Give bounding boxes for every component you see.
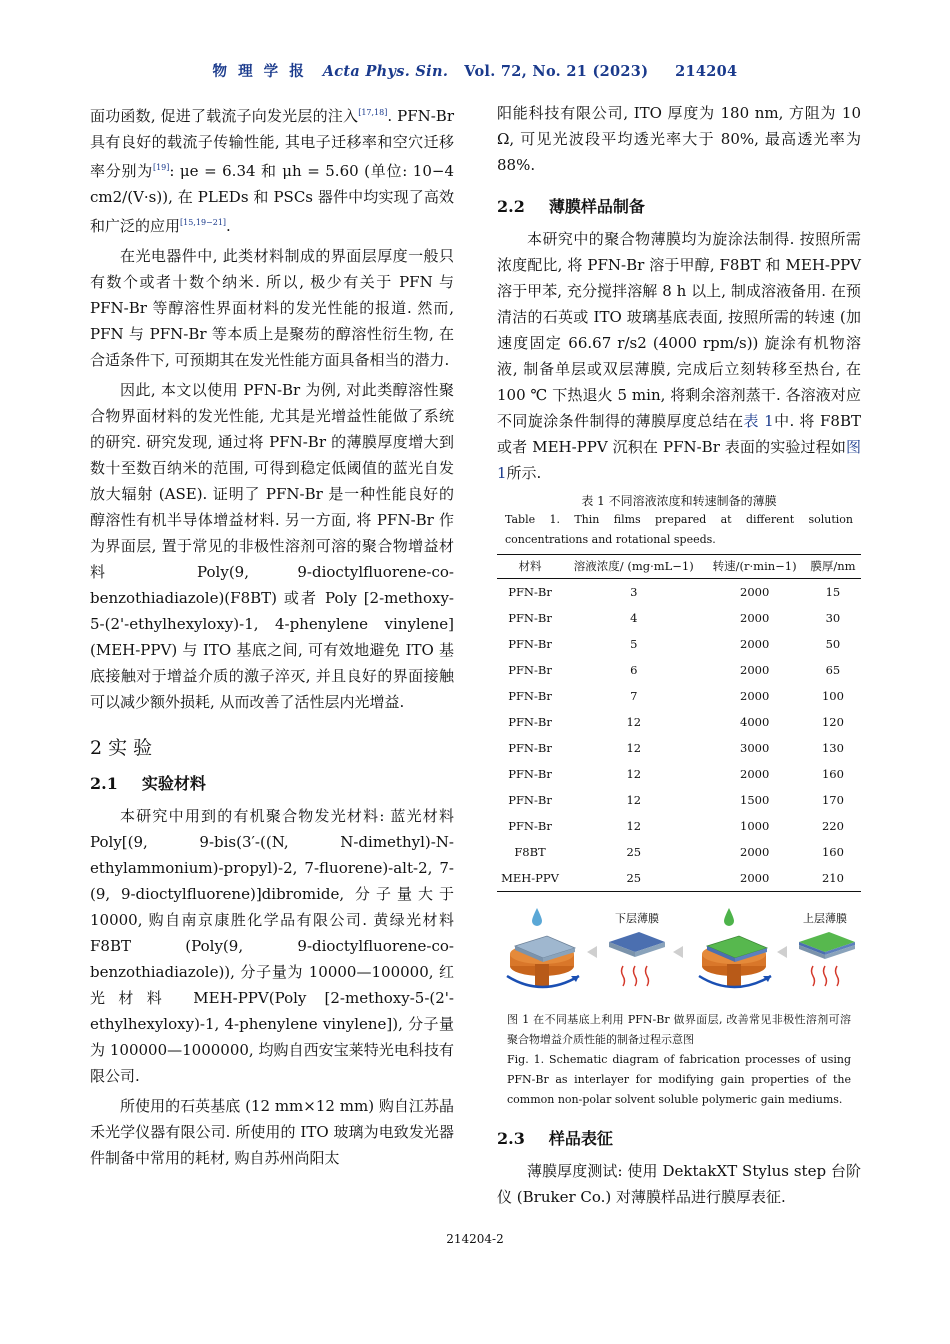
table-cell: 160	[821, 767, 844, 781]
article-number: 214204	[675, 63, 738, 80]
table-row	[497, 813, 861, 839]
spin-coater-icon	[702, 936, 767, 986]
section-heading: 2 实 验	[90, 737, 153, 759]
table-cell: PFN-Br	[508, 767, 552, 781]
table-cell: 6	[630, 663, 638, 677]
table-cell: PFN-Br	[508, 585, 552, 599]
table-cell: 7	[630, 689, 638, 703]
table-cell: PFN-Br	[508, 793, 552, 807]
column-header: 溶液浓度/ (mg·mL−1)	[563, 555, 704, 579]
column-header: 材料	[497, 555, 563, 579]
table-cell: 130	[821, 741, 844, 755]
table-row	[497, 865, 861, 892]
right-column	[497, 100, 861, 1210]
subsection-heading: 2.1 实验材料	[90, 774, 206, 793]
table-cell: 1500	[740, 793, 770, 807]
table-cell: 160	[821, 845, 844, 859]
process-arrow	[777, 946, 787, 958]
table-cell: 2000	[704, 865, 804, 892]
table-cell: PFN-Br	[508, 663, 552, 677]
paragraph: 本研究中用到的有机聚合物发光材料: 蓝光材料 Poly[(9, 9-bis(3′-((N, N-dimethyl)-N-ethylammonium)-propyl)-2, 7-fluorene)-alt-2, 7-(9, 9-dioctylfluorene)]dibromide, 分子量大于 10000, 购自南京康胜化学品有限公司. 黄绿光材料 F8BT (Poly(9, 9-dioctylfluorene-co-benzothiadiazole)), 分子量为 10000—100000, 红光材料 MEH-PPV(Poly [2-methoxy-5-(2'-ethylhexyloxy)-1, 4-phenylene vinylene]), 分子量为 100000—1000000, 均购自西安宝莱特光电科技有限公司.	[90, 807, 454, 1085]
table-cell: 100	[821, 689, 844, 703]
table-cell: 3000	[740, 741, 770, 755]
journal-name-cn: 物 理 学 报	[212, 63, 307, 80]
table-cell: 50	[825, 637, 841, 651]
table-row	[497, 839, 861, 865]
table-cell: PFN-Br	[508, 689, 552, 703]
table-cell: 3	[630, 585, 638, 599]
table-row	[497, 761, 861, 787]
table-cell: PFN-Br	[508, 715, 552, 729]
table-row	[497, 657, 861, 683]
table-cell: 4000	[740, 715, 770, 729]
paragraph: 薄膜厚度测试: 使用 DektakXT Stylus step 台阶仪 (Bruker Co.) 对薄膜样品进行膜厚表征.	[497, 1162, 861, 1206]
subsection-heading: 2.2 薄膜样品制备	[497, 197, 645, 216]
table-cell: 4	[630, 611, 638, 625]
table-cell: 2000	[740, 585, 770, 599]
left-column	[90, 100, 454, 1171]
table-cell: PFN-Br	[508, 819, 552, 833]
table-cell: 12	[626, 767, 642, 781]
paragraph: 所使用的石英基底 (12 mm×12 mm) 购自江苏晶禾光学仪器有限公司. 所使用的 ITO 玻璃为电致发光器件制备中常用的耗材, 购自苏州尚阳太	[90, 1097, 454, 1167]
table-cell: 2000	[740, 637, 770, 651]
table-row	[497, 579, 861, 606]
upper-film-sample	[799, 932, 855, 959]
table-cell: 1000	[740, 819, 770, 833]
figure-caption-cn: 图 1 在不同基底上利用 PFN-Br 做界面层, 改善常见非极性溶剂可溶聚合物增益介质性能的制备过程示意图	[507, 1013, 851, 1046]
table-cell: 25	[626, 845, 642, 859]
table-row	[497, 709, 861, 735]
table-cell: 25	[563, 865, 704, 892]
table-cell: 12	[626, 715, 642, 729]
lower-film-label: 下层薄膜	[615, 912, 659, 925]
table-cell: 12	[626, 819, 642, 833]
journal-name-en: Acta Phys. Sin.	[322, 63, 449, 80]
volume-info: Vol. 72, No. 21 (2023)	[464, 63, 649, 80]
heat-icon	[812, 966, 839, 986]
paragraph: 在光电器件中, 此类材料制成的界面层厚度一般只有数个或者十数个纳米. 所以, 极少有关于 PFN 与 PFN-Br 等醇溶性界面材料的发光性能的报道. 然而, PFN 与 PFN-Br 等本质上是聚芴的醇溶性衍生物, 在合适条件下, 可预期其在发光性能方面具备相当的潜力.	[90, 247, 454, 369]
table-cell: 12	[626, 741, 642, 755]
page-number: 214204-2	[446, 1232, 504, 1246]
table-row	[497, 787, 861, 813]
table-row	[497, 631, 861, 657]
citation-link[interactable]: [19]	[152, 163, 170, 172]
table-row	[497, 683, 861, 709]
figure-caption-en: Fig. 1. Schematic diagram of fabrication processes of using PFN-Br as interlayer for modifying gain properties of the common non-polar solvent soluble polymeric gain mediums.	[507, 1053, 851, 1106]
droplet-icon	[724, 908, 734, 926]
table-caption-en: Table 1. Thin films prepared at different solution concentrations and rotational speeds.	[505, 513, 853, 546]
process-arrow	[673, 946, 683, 958]
table-cell: MEH-PPV	[497, 865, 563, 892]
figure-link[interactable]: 图 1	[497, 438, 861, 482]
table-cell: 2000	[740, 845, 770, 859]
table-cell: F8BT	[514, 845, 546, 859]
running-header	[0, 60, 950, 81]
table-cell: 170	[821, 793, 844, 807]
paragraph: 本研究中的聚合物薄膜均为旋涂法制得. 按照所需浓度配比, 将 PFN-Br 溶于甲醇, F8BT 和 MEH-PPV 溶于甲苯, 充分搅拌溶解 8 h 以上, 制成溶液备用. 在预清洁的石英或 ITO 玻璃基底表面, 按照所需的转速 (加速度固定 66.67 r/s2 (4000 rpm/s)) 旋涂有机物溶液, 制备单层或双层薄膜, 完成后立刻转移至热台, 在 100 ℃ 下热退火 5 min, 将剩余溶剂蒸干. 各溶液对应不同旋涂条件制得的薄膜厚度总结在表 1中. 将 F8BT 或者 MEH-PPV 沉积在 PFN-Br 表面的实验过程如图 1所示.	[497, 230, 861, 482]
table-cell: 5	[630, 637, 638, 651]
table-cell: 12	[626, 793, 642, 807]
citation-link[interactable]: [15,19−21]	[180, 218, 227, 227]
table-cell: PFN-Br	[508, 611, 552, 625]
paragraph: 因此, 本文以使用 PFN-Br 为例, 对此类醇溶性聚合物界面材料的发光性能, 尤其是光增益性能做了系统的研究. 研究发现, 通过将 PFN-Br 的薄膜厚度增大到数十至数百纳米的范围, 可得到稳定低阈值的蓝光自发放大辐射 (ASE). 证明了 PFN-Br 是一种性能良好的醇溶性有机半导体增益材料. 另一方面, 将 PFN-Br 作为界面层, 置于常见的非极性溶剂可溶的聚合物增益材料 Poly(9, 9-dioctylfluorene-co-benzothiadiazole)(F8BT) 或者 Poly [2-methoxy-5-(2'-ethylhexyloxy)-1, 4-phenylene vinylene](MEH-PPV) 与 ITO 基底之间, 可有效地避免 ITO 基底接触对于增益介质的激子淬灭, 并且良好的界面接触可以减少额外损耗, 从而改善了活性层内光增益.	[90, 381, 454, 711]
heat-icon	[622, 966, 649, 986]
droplet-icon	[532, 908, 542, 926]
upper-film-label: 上层薄膜	[803, 912, 847, 925]
fabrication-schematic	[497, 906, 861, 998]
table-row	[497, 735, 861, 761]
subsection-heading: 2.3 样品表征	[497, 1129, 613, 1148]
column-header: 转速/(r·min−1)	[704, 555, 804, 579]
table-cell: 2000	[740, 611, 770, 625]
table-cell: PFN-Br	[508, 637, 552, 651]
table-row	[497, 605, 861, 631]
table-cell: 15	[825, 585, 841, 599]
figure-1	[497, 906, 861, 998]
table-link[interactable]: 表 1	[743, 412, 774, 430]
table-caption-cn: 表 1 不同溶液浓度和转速制备的薄膜	[581, 494, 777, 508]
paragraph: 阳能科技有限公司, ITO 厚度为 180 nm, 方阻为 10 Ω, 可见光波段平均透光率大于 80%, 最高透光率为 88%.	[497, 104, 861, 174]
data-table	[497, 554, 861, 892]
spin-coater-icon	[510, 936, 575, 986]
table-cell: 120	[821, 715, 844, 729]
table-cell: 2000	[740, 767, 770, 781]
column-header: 膜厚/nm	[805, 555, 861, 579]
paragraph: 面功函数, 促进了载流子向发光层的注入[17,18]. PFN-Br 具有良好的载流子传输性能, 其电子迁移率和空穴迁移率分别为[19]: μe = 6.34 和 μh = 5.60 (单位: 10−4 cm2/(V·s)), 在 PLEDs 和 PSCs 器件中均实现了高效和广泛的应用[15,19−21].	[90, 107, 454, 235]
process-arrow	[587, 946, 597, 958]
table-cell: 210	[805, 865, 861, 892]
table-cell: 2000	[740, 663, 770, 677]
table-cell: PFN-Br	[508, 741, 552, 755]
table-cell: 65	[825, 663, 841, 677]
citation-link[interactable]: [17,18]	[358, 108, 388, 117]
table-cell: 220	[821, 819, 844, 833]
lower-film-sample	[609, 932, 665, 957]
table-cell: 2000	[740, 689, 770, 703]
table-cell: 30	[825, 611, 841, 625]
